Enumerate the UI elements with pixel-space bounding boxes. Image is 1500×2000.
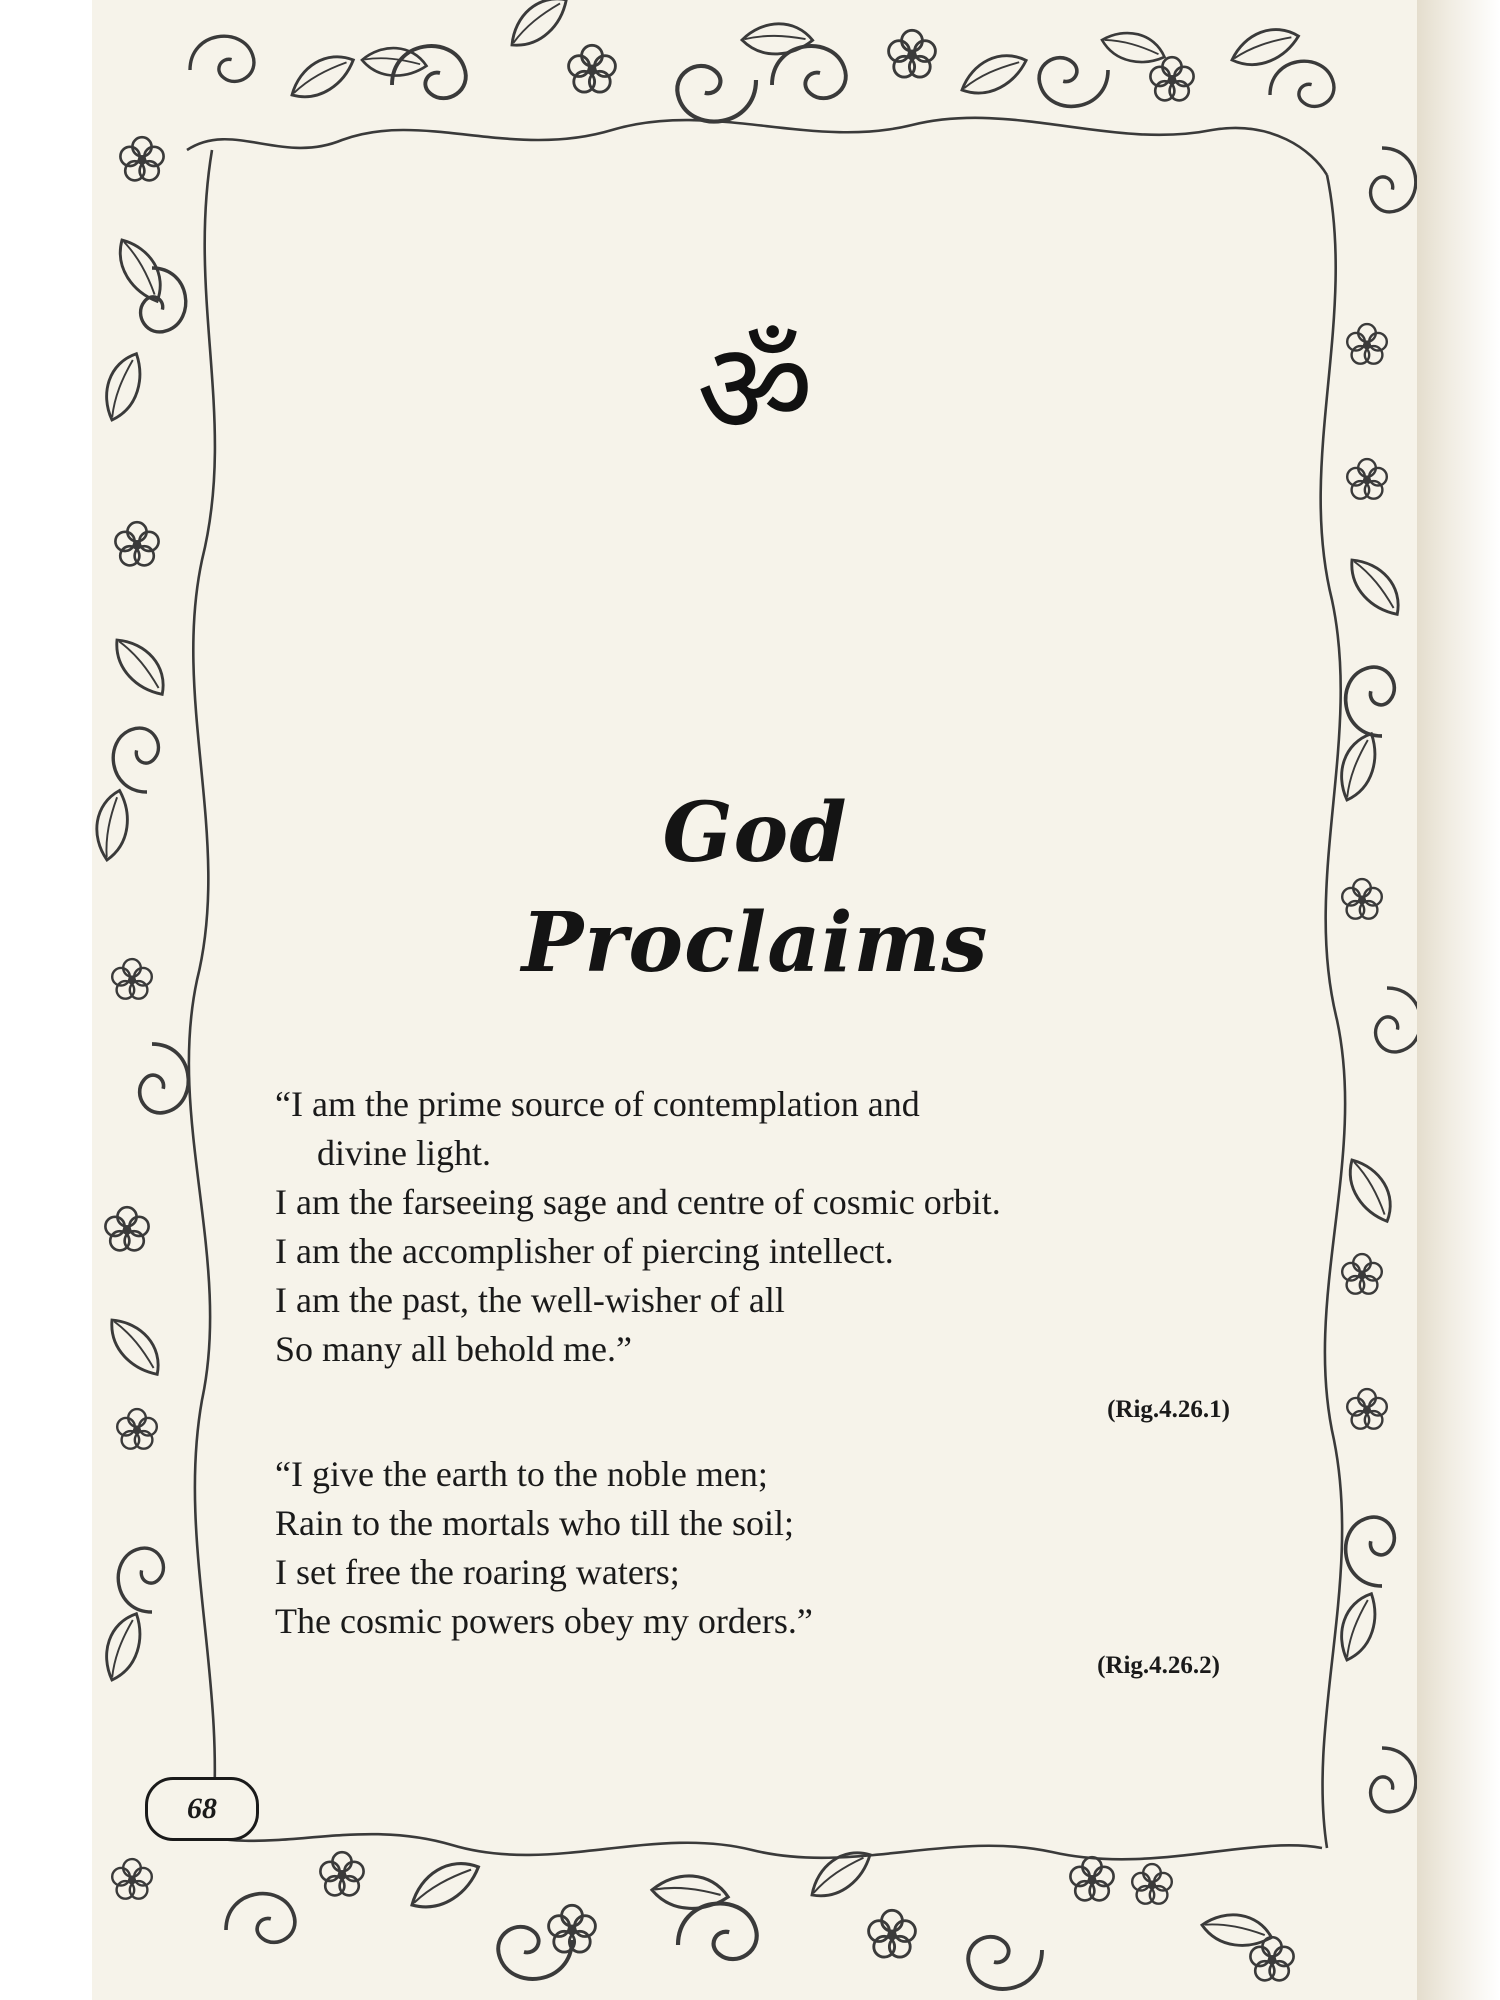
verse-line: “I am the prime source of contemplation and <box>275 1084 920 1124</box>
verse-line: I am the farseeing sage and centre of cosmic orbit. <box>275 1182 1001 1222</box>
verse-line: Rain to the mortals who till the soil; <box>275 1503 794 1543</box>
verse-line: The cosmic powers obey my orders.” <box>275 1601 813 1641</box>
verse-line: divine light. <box>317 1133 491 1173</box>
om-symbol: ॐ <box>696 315 814 464</box>
verse-line: I am the accomplisher of piercing intellect. <box>275 1231 894 1271</box>
verse-2 <box>275 1450 1235 1646</box>
verse-reference: (Rig.4.26.1) <box>1107 1396 1230 1423</box>
page-number: 68 <box>145 1777 259 1841</box>
page-title: God Proclaims <box>521 785 989 991</box>
verse-line: So many all behold me.” <box>275 1329 632 1369</box>
verse-reference: (Rig.4.26.2) <box>1097 1652 1220 1679</box>
verse-1 <box>275 1080 1235 1374</box>
verse-line: I am the past, the well-wisher of all <box>275 1280 785 1320</box>
floral-border <box>92 0 1417 2000</box>
verse-line: “I give the earth to the noble men; <box>275 1454 768 1494</box>
page-edge <box>1417 0 1500 2000</box>
verse-line: I set free the roaring waters; <box>275 1552 680 1592</box>
